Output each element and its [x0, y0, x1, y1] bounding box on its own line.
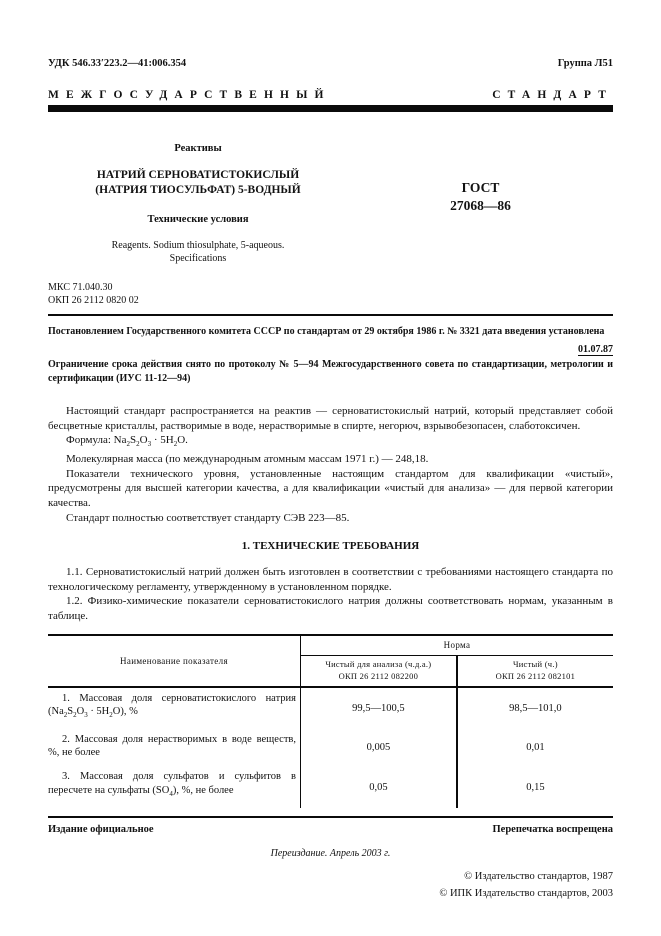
- udk-code: УДК 546.33′223.2—41:006.354: [48, 58, 187, 69]
- footer-row: [48, 824, 613, 835]
- title-english: [48, 239, 348, 265]
- column-header-norma: Норма: [301, 635, 614, 656]
- pure-okp: ОКП 26 2112 082101: [495, 670, 576, 681]
- group-code: Группа Л51: [557, 58, 613, 69]
- document-title: [48, 168, 348, 198]
- top-meta-row: [48, 58, 613, 69]
- limitation-text: Ограничение срока действия снято по протоколу № 5—94 Межгосударственного совета по стандартизации, метрологии и сертификации (ИУС 11-12—94): [48, 359, 613, 384]
- pure-analysis-label: Чистый для анализа (ч.д.а.): [325, 659, 432, 670]
- title-left-column: [48, 143, 348, 265]
- standard-word-2: СТАНДАРТ: [492, 89, 613, 101]
- title-line-1: НАТРИЙ СЕРНОВАТИСТОКИСЛЫЙ: [96, 169, 300, 181]
- row-2-pure-value: 0,01: [526, 742, 545, 754]
- intro-paragraph-5: Стандарт полностью соответствует стандарту СЭВ 223—85.: [66, 511, 350, 524]
- row-3-pure-analysis-value: 0,05: [301, 766, 457, 808]
- intro-paragraphs: [48, 404, 613, 525]
- row-3-pure-value: 0,15: [526, 781, 545, 793]
- copyright-line-1: © Издательство стандартов, 1987: [464, 871, 613, 883]
- okp-code: ОКП 26 2112 0820 02: [48, 294, 139, 306]
- row-1-pure-analysis-value: 99,5—100,5: [301, 687, 457, 730]
- table-row: [48, 687, 613, 730]
- gost-number: 27068—86: [450, 198, 511, 213]
- official-edition-label: Издание официальное: [48, 824, 154, 836]
- intro-paragraph-3: Молекулярная масса (по международным атомным массам 1971 г.) — 248,18.: [66, 453, 429, 466]
- table-row: [48, 729, 613, 766]
- copyright-block: [48, 869, 613, 902]
- row-3-indicator: 3. Массовая доля сульфатов и сульфитов в пересчете на сульфаты $(SO_4)$, %, не более: [48, 766, 301, 808]
- section-1-heading: 1. ТЕХНИЧЕСКИЕ ТРЕБОВАНИЯ: [241, 540, 420, 553]
- title-subtitle: Технические условия: [147, 214, 249, 225]
- intro-paragraph-1: Настоящий стандарт распространяется на реактив — серноватистокислый натрий, который представляет собой бесцветные кристаллы, растворимые в воде, нерастворимые в спирте, негорюч, взрывобезопасен, слаботоксичен.: [48, 405, 613, 432]
- header-divider-bar: [48, 105, 613, 112]
- pure-label: Чистый (ч.): [512, 659, 558, 670]
- copyright-line-2: © ИПК Издательство стандартов, 2003: [439, 887, 613, 899]
- reissue-note: Переиздание. Апрель 2003 г.: [270, 848, 391, 860]
- classification-codes: [48, 282, 613, 307]
- column-header-pure: [457, 655, 613, 687]
- decree-text: Постановлением Государственного комитета СССР по стандартам от 29 октября 1986 г. № 3321 дата введения установлена: [48, 326, 605, 337]
- title-kicker: Реактивы: [174, 143, 222, 154]
- table-row: [48, 766, 613, 808]
- decree-divider-rule: [48, 314, 613, 316]
- chemical-formula: Формула: $Na_2S_2O_3 \cdot 5H_2O$.: [66, 434, 188, 449]
- decree-date-row: [48, 339, 613, 357]
- spec-table: [48, 634, 613, 808]
- gost-designation: [348, 143, 613, 265]
- row-1-indicator: 1. Массовая доля серноватистокислого натрия $(Na_2S_2O_3 \cdot 5H_2O)$, %: [48, 687, 301, 730]
- column-header-name: Наименование показателя: [48, 635, 301, 687]
- standard-type-line: [48, 89, 613, 101]
- section-1-body: [48, 565, 613, 623]
- row-1-pure-value: 98,5—101,0: [509, 702, 562, 714]
- title-section: [48, 143, 613, 265]
- standard-word-1: МЕЖГОСУДАРСТВЕННЫЙ: [48, 89, 331, 101]
- table-header-row-1: [48, 635, 613, 656]
- row-2-pure-analysis-value: 0,005: [301, 729, 457, 766]
- row-2-indicator: 2. Массовая доля нерастворимых в воде веществ, %, не более: [48, 729, 301, 766]
- clause-1-1: 1.1. Серноватистокислый натрий должен быть изготовлен в соответствии с требованиями настоящего стандарта по технологическому регламенту, утвержденному в установленном порядке.: [48, 566, 613, 593]
- effective-date: 01.07.87: [578, 344, 613, 356]
- title-line-2: (НАТРИЯ ТИОСУЛЬФАТ) 5-ВОДНЫЙ: [95, 184, 301, 196]
- column-header-pure-analysis: [301, 655, 457, 687]
- reprint-forbidden-label: Перепечатка воспрещена: [492, 824, 613, 836]
- title-en-line-2: Specifications: [169, 253, 227, 264]
- footer-divider-rule: [48, 816, 613, 819]
- clause-1-2: 1.2. Физико-химические показатели серноватистокислого натрия должны соответствовать нормам, указанным в таблице.: [48, 595, 613, 622]
- pure-analysis-okp: ОКП 26 2112 082200: [338, 670, 419, 681]
- title-en-line-1: Reagents. Sodium thiosulphate, 5-aqueous.: [111, 240, 285, 251]
- gost-label: ГОСТ: [461, 180, 500, 195]
- mks-code: МКС 71.040.30: [48, 282, 113, 293]
- intro-paragraph-4: Показатели технического уровня, установленные настоящим стандартом для квалификации «чистый», предусмотрены для высшей категории качества, а для квалификации «чистый для анализа» — для первой категории качества.: [48, 467, 613, 509]
